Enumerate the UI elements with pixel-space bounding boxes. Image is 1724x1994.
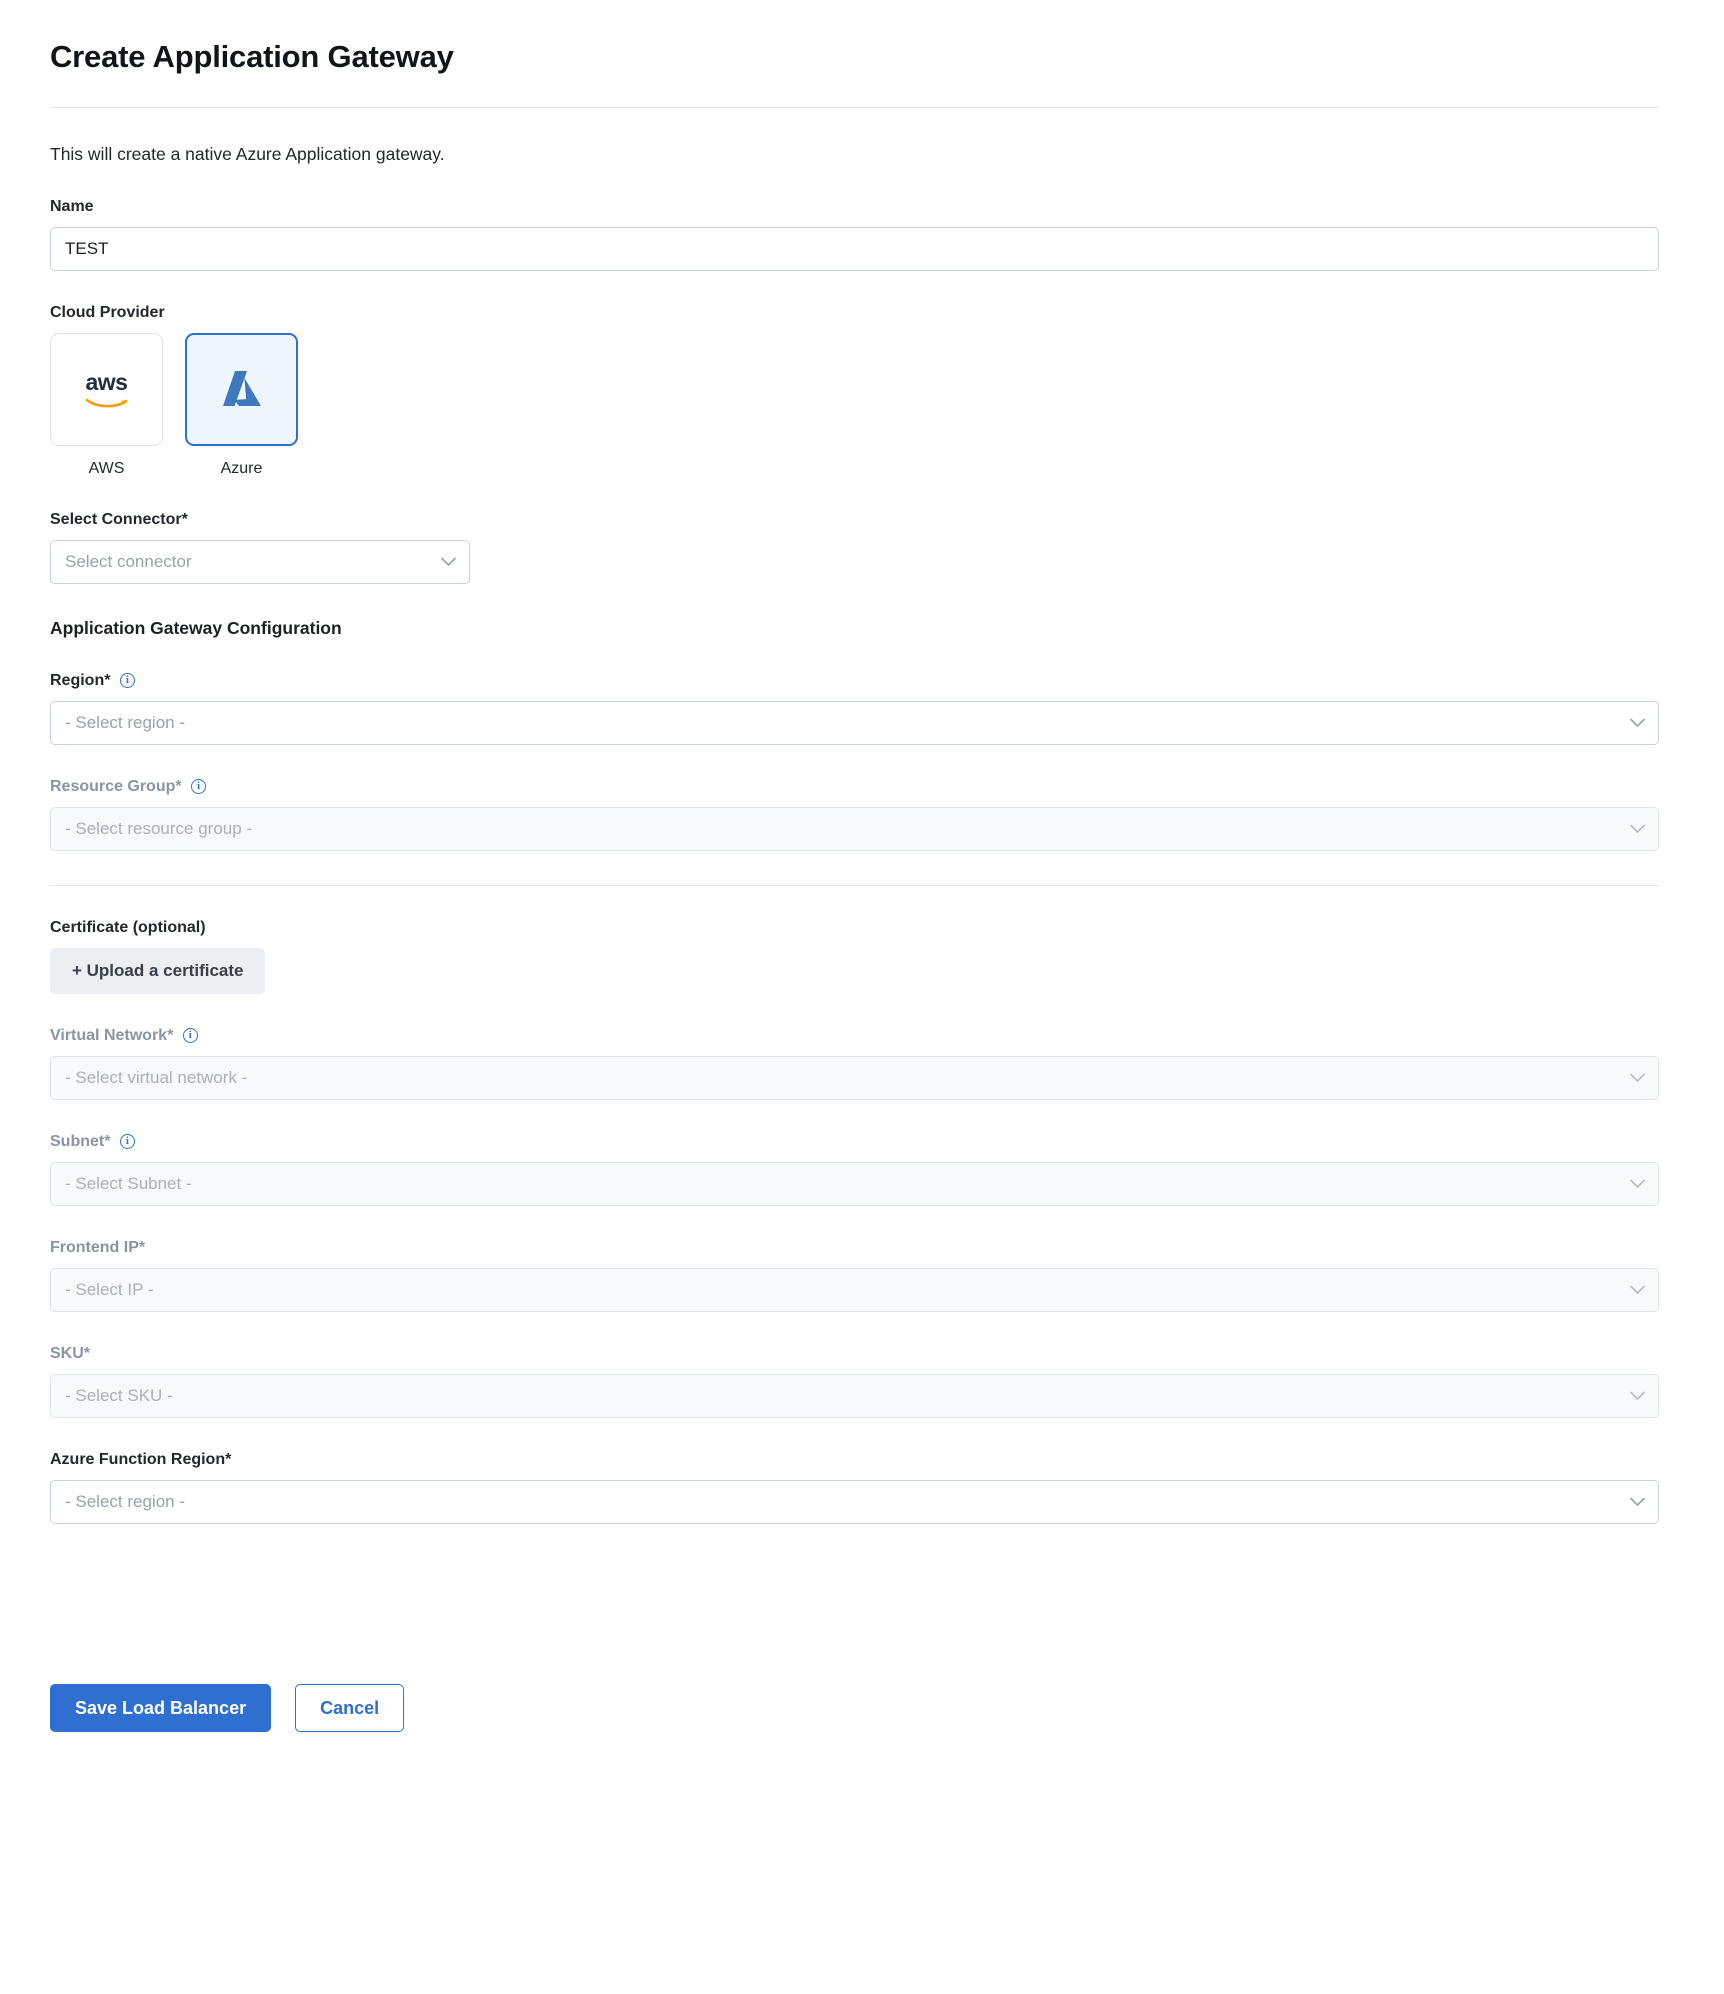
- connector-block: [50, 511, 1674, 584]
- azure-tile[interactable]: [185, 333, 298, 446]
- subnet-select-wrap: [50, 1162, 1659, 1206]
- info-icon[interactable]: i: [120, 673, 135, 688]
- virtual-network-label-text: Virtual Network*: [50, 1027, 174, 1045]
- title-divider: [50, 107, 1659, 108]
- info-icon[interactable]: i: [191, 779, 206, 794]
- subnet-block: [50, 1133, 1674, 1206]
- virtual-network-label: [50, 1027, 1674, 1045]
- region-block: [50, 672, 1674, 745]
- subnet-select[interactable]: - Select Subnet -: [50, 1162, 1659, 1206]
- region-label: [50, 672, 1674, 690]
- cloud-provider-options: [50, 333, 1674, 478]
- cloud-provider-option-aws: [50, 333, 163, 478]
- virtual-network-select-wrap: [50, 1056, 1659, 1100]
- resource-group-label: [50, 778, 1674, 796]
- resource-group-block: [50, 778, 1674, 851]
- name-label: Name: [50, 198, 94, 216]
- connector-label: Select Connector*: [50, 511, 188, 529]
- info-icon[interactable]: i: [183, 1028, 198, 1043]
- certificate-label: Certificate (optional): [50, 919, 206, 937]
- sku-select-wrap: [50, 1374, 1659, 1418]
- form-actions: [50, 1684, 1674, 1782]
- aws-tile[interactable]: [50, 333, 163, 446]
- page-description: This will create a native Azure Application gateway.: [50, 144, 445, 165]
- aws-caption: AWS: [88, 460, 125, 478]
- save-load-balancer-button[interactable]: Save Load Balancer: [50, 1684, 271, 1732]
- frontend-ip-select-wrap: [50, 1268, 1659, 1312]
- azure-function-region-select-wrap: [50, 1480, 1659, 1524]
- frontend-ip-block: [50, 1239, 1674, 1312]
- frontend-ip-select[interactable]: - Select IP -: [50, 1268, 1659, 1312]
- info-icon[interactable]: i: [120, 1134, 135, 1149]
- region-select[interactable]: - Select region -: [50, 701, 1659, 745]
- connector-select-wrap: [50, 540, 470, 584]
- certificate-block: [50, 919, 1674, 994]
- sku-label: SKU*: [50, 1345, 91, 1363]
- region-label-text: Region*: [50, 672, 111, 690]
- name-input[interactable]: [50, 227, 1659, 271]
- azure-function-region-label: Azure Function Region*: [50, 1451, 232, 1469]
- connector-select[interactable]: Select connector: [50, 540, 470, 584]
- page-title: Create Application Gateway: [50, 39, 454, 74]
- cloud-provider-option-azure: [185, 333, 298, 478]
- virtual-network-block: [50, 1027, 1674, 1100]
- upload-certificate-button[interactable]: + Upload a certificate: [50, 948, 265, 994]
- azure-function-region-block: [50, 1451, 1674, 1524]
- resource-group-select-wrap: [50, 807, 1659, 851]
- aws-logo-icon: aws: [85, 371, 129, 408]
- frontend-ip-label: Frontend IP*: [50, 1239, 146, 1257]
- sku-select[interactable]: - Select SKU -: [50, 1374, 1659, 1418]
- aws-smile-icon: [85, 397, 129, 408]
- subnet-label: [50, 1133, 1674, 1151]
- virtual-network-select[interactable]: - Select virtual network -: [50, 1056, 1659, 1100]
- cloud-provider-block: [50, 304, 1674, 478]
- subnet-label-text: Subnet*: [50, 1133, 111, 1151]
- sku-block: [50, 1345, 1674, 1418]
- name-field-block: [50, 198, 1674, 271]
- config-section-heading: Application Gateway Configuration: [50, 618, 342, 639]
- resource-group-select[interactable]: - Select resource group -: [50, 807, 1659, 851]
- resource-group-label-text: Resource Group*: [50, 778, 182, 796]
- region-select-wrap: [50, 701, 1659, 745]
- azure-caption: Azure: [220, 460, 263, 478]
- section-divider: [50, 885, 1659, 886]
- cloud-provider-label: Cloud Provider: [50, 304, 165, 322]
- azure-function-region-select[interactable]: - Select region -: [50, 1480, 1659, 1524]
- cancel-button[interactable]: Cancel: [295, 1684, 404, 1732]
- azure-logo-icon: [217, 368, 267, 412]
